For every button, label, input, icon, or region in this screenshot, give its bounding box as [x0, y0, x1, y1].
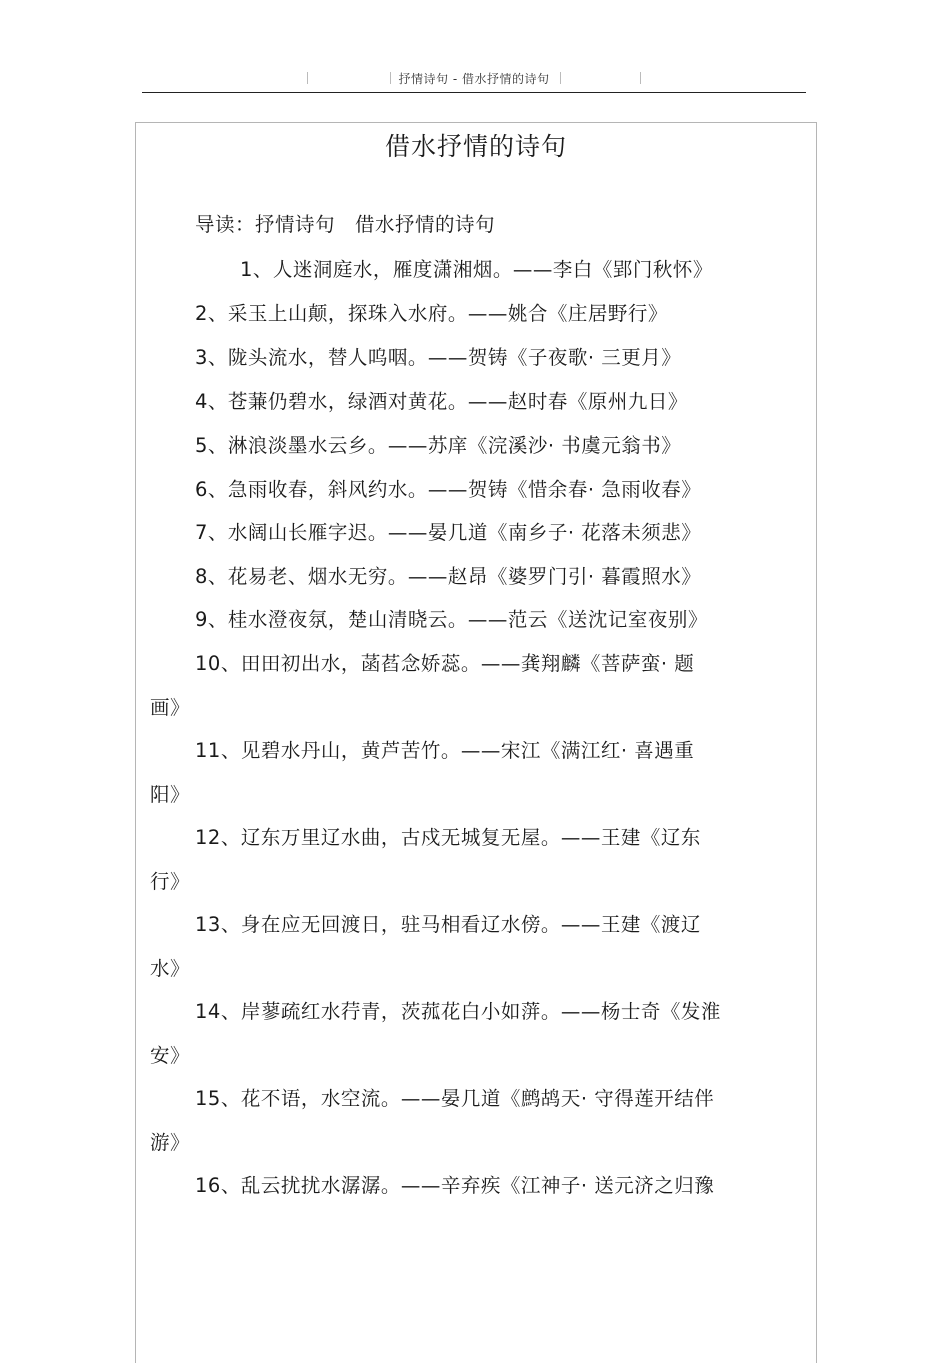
poem-line: 11、见碧水丹山，黄芦苦竹。——宋江《满江红· 喜遇重 — [195, 739, 695, 762]
poem-line-continued: 安》 — [150, 1044, 191, 1067]
poem-line: 7、水阔山长雁字迟。——晏几道《南乡子· 花落未须悲》 — [195, 521, 702, 544]
poem-line: 2、采玉上山颠，探珠入水府。——姚合《庄居野行》 — [195, 302, 668, 325]
poem-line: 6、急雨收春，斜风约水。——贺铸《惜余春· 急雨收春》 — [195, 478, 702, 501]
poem-line-continued: 游》 — [150, 1131, 191, 1154]
intro-line: 导读：抒情诗句 借水抒情的诗句 — [195, 213, 496, 236]
page-header — [142, 66, 806, 93]
poem-line: 12、辽东万里辽水曲，古戍无城复无屋。——王建《辽东 — [195, 826, 701, 849]
poem-line-continued: 行》 — [150, 870, 191, 893]
poem-line: 5、淋浪淡墨水云乡。——苏庠《浣溪沙· 书虞元翁书》 — [195, 434, 682, 457]
poem-line: 14、岸蓼疏红水荇青，茨菰花白小如蓱。——杨士奇《发淮 — [195, 1000, 721, 1023]
poem-line: 1、人迷洞庭水，雁度潇湘烟。——李白《郢门秋怀》 — [240, 258, 713, 281]
poem-line: 8、花易老、烟水无穷。——赵昂《婆罗门引· 暮霞照水》 — [195, 565, 702, 588]
poem-line: 15、花不语，水空流。——晏几道《鹧鸪天· 守得莲开结伴 — [195, 1087, 715, 1110]
poem-line: 13、身在应无回渡日，驻马相看辽水傍。——王建《渡辽 — [195, 913, 701, 936]
poem-line: 10、田田初出水，菡萏念娇蕊。——龚翔麟《菩萨蛮· 题 — [195, 652, 695, 675]
document-body — [135, 122, 817, 1363]
poem-line: 9、桂水澄夜氛，楚山清晓云。——范云《送沈记室夜别》 — [195, 608, 708, 631]
poem-line-continued: 阳》 — [150, 783, 191, 806]
header-text: 抒情诗句 - 借水抒情的诗句 — [398, 72, 550, 86]
poem-line-continued: 画》 — [150, 696, 191, 719]
poem-line-continued: 水》 — [150, 957, 191, 980]
poem-line: 16、乱云扰扰水潺潺。——辛弃疾《江神子· 送元济之归豫 — [195, 1174, 715, 1197]
document-title: 借水抒情的诗句 — [384, 132, 567, 161]
poem-line: 4、苍蒹仍碧水，绿酒对黄花。——赵时春《原州九日》 — [195, 390, 688, 413]
poem-line: 3、陇头流水，替人呜咽。——贺铸《子夜歌· 三更月》 — [195, 346, 682, 369]
